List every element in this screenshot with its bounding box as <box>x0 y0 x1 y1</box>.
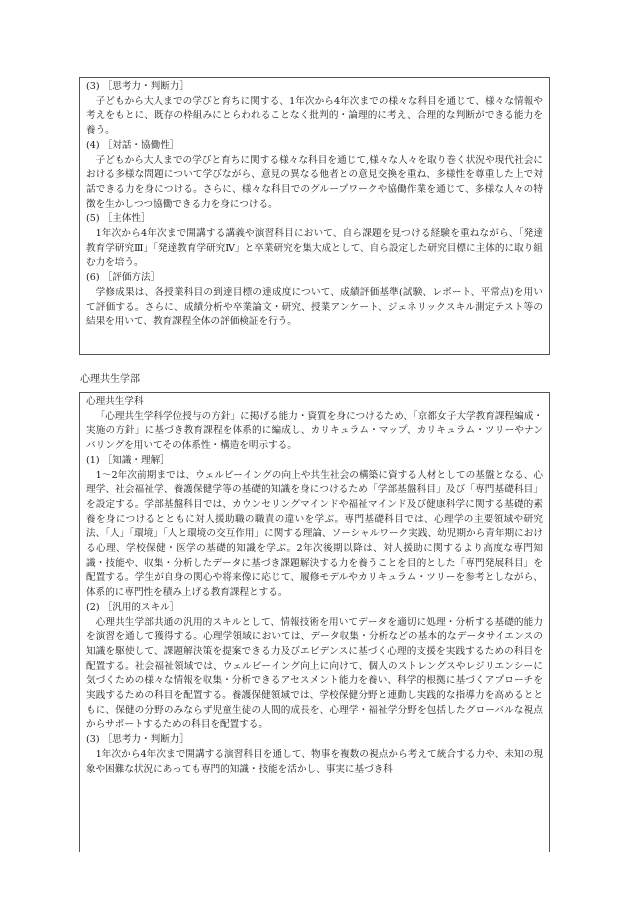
section-heading-evaluation: (6) ［評価方法］ <box>86 272 161 284</box>
section-text-evaluation: 学修成果は、各授業科目の到達目標の達成度について、成績評価基準(試験、レポート、平常点)を用いて評価する。さらに、成績分析や卒業論文・研究、授業アンケート、ジェネリックスキル測定テスト等の結果を用いて、教育課程全体の評価検証を行う。 <box>86 286 543 328</box>
section-text-thinking: 子どもから大人までの学びと育ちに関する、1年次から4年次までの様々な科目を通じて、様々な情報や考えをもとに、既存の枠組みにとらわれることなく批判的・論理的に考え、合理的な判断ができる能力を養う。 <box>86 95 543 137</box>
subject-title: 心理共生学科 <box>86 396 144 407</box>
section-heading-generic-skills: (2) ［汎用的スキル］ <box>86 601 180 613</box>
section-heading-dialogue: (4) ［対話・協働性］ <box>86 139 180 151</box>
section-text-generic-skills: 心理共生学部共通の汎用的スキルとして、情報技術を用いてデータを適切に処理・分析する基礎的能力を演習を通して獲得する。心理学領域においては、データ収集・分析などの基本的なデータサイエンスの知識を駆使して、課題解決策を提案できる力及びエビデンスに基づく心理的支援を実践するための科目を配置する。社会福祉領域では、ウェルビーイング向上に向けて、個人のストレングスやレジリエンシーに気づくための様々な情報を収集・分析できるアセスメント能力を養い、科学的根拠に基づくアプローチを実践するための科目を配置する。養護保健領域では、学校保健分野と連動し実践的な指導力を高めるとともに、保健の分野のみならず児童生徒の人間的成長を、心理学・福祉学分野を包括したグローバルな視点からサポートするための科目を配置する。 <box>86 616 543 731</box>
section-heading-thinking-psych: (3) ［思考力・判断力］ <box>86 734 189 746</box>
curriculum-policy-box-psychology <box>79 392 550 852</box>
section-heading-autonomy: (5) ［主体性］ <box>86 213 151 225</box>
section-text-thinking-psych: 1年次から4年次まで開講する演習科目を通して、物事を複数の視点から考えて統合する力や、未知の現象や困難な状況にあっても専門的知識・技能を活かし、事実に基づき科 <box>86 748 543 775</box>
section-text-knowledge: 1～2年次前期までは、ウェルビーイングの向上や共生社会の構築に資する人材としての基盤となる、心理学、社会福祉学、養護保健学等の基礎的知識を身につけるため「学部基盤科目」及び「専門基礎科目」を設定する。学部基盤科目では、カウンセリングマインドや福祉マインド及び健康科学に関する基礎的素養を身につけるとともに対人援助職の職責の違いを学ぶ。専門基礎科目では、心理学の主要領域や研究法、「人」「環境」「人と環境の交互作用」に関する理論、ソーシャルワーク実践、幼児期から青年期における心理、学校保健・医学の基礎的知識を学ぶ。2年次後期以降は、対人援助に関するより高度な専門知識・技能や、収集・分析したデータに基づき課題解決する力を養うことを目的とした「専門発展科目」を配置する。学生が自身の関心や将来像に応じて、履修モデルやカリキュラム・ツリーを参考としながら、体系的に専門性を積み上げる教育課程とする。 <box>86 469 543 599</box>
curriculum-policy-box-development <box>79 77 550 355</box>
section-heading-thinking: (3) ［思考力・判断力］ <box>86 81 189 92</box>
section-heading-knowledge: (1) ［知識・理解］ <box>86 454 170 466</box>
section-text-dialogue: 子どもから大人までの学びと育ちに関する様々な科目を通じて,様々な人々を取り巻く状況や現代社会における多様な問題について学びながら、意見の異なる他者との意見交換を重ね、多様性を尊重した上で対話できる力を身につける。さらに、様々な科目でのグループワークや協働作業を通じて、多様な人々の特徴を生かしつつ協働できる力を身につける。 <box>86 154 543 210</box>
section-text-autonomy: 1年次から4年次まで開講する講義や演習科目において、自ら課題を見つける経験を重ねながら、「発達教育学研究Ⅲ」「発達教育学研究Ⅳ」と卒業研究を集大成として、自ら設定した研究目標に主体的に取り組む力を培う。 <box>86 228 543 269</box>
department-title: 心理共生学部 <box>80 374 140 385</box>
subject-intro: 「心理共生学科学位授与の方針」に掲げる能力・資質を身につけるため、「京都女子大学教育課程編成・実施の方針」に基づき教育課程を体系的に編成し、カリキュラム・マップ、カリキュラム・ツリーやナンバリングを用いてその体系性・構造を明示する。 <box>86 410 543 452</box>
